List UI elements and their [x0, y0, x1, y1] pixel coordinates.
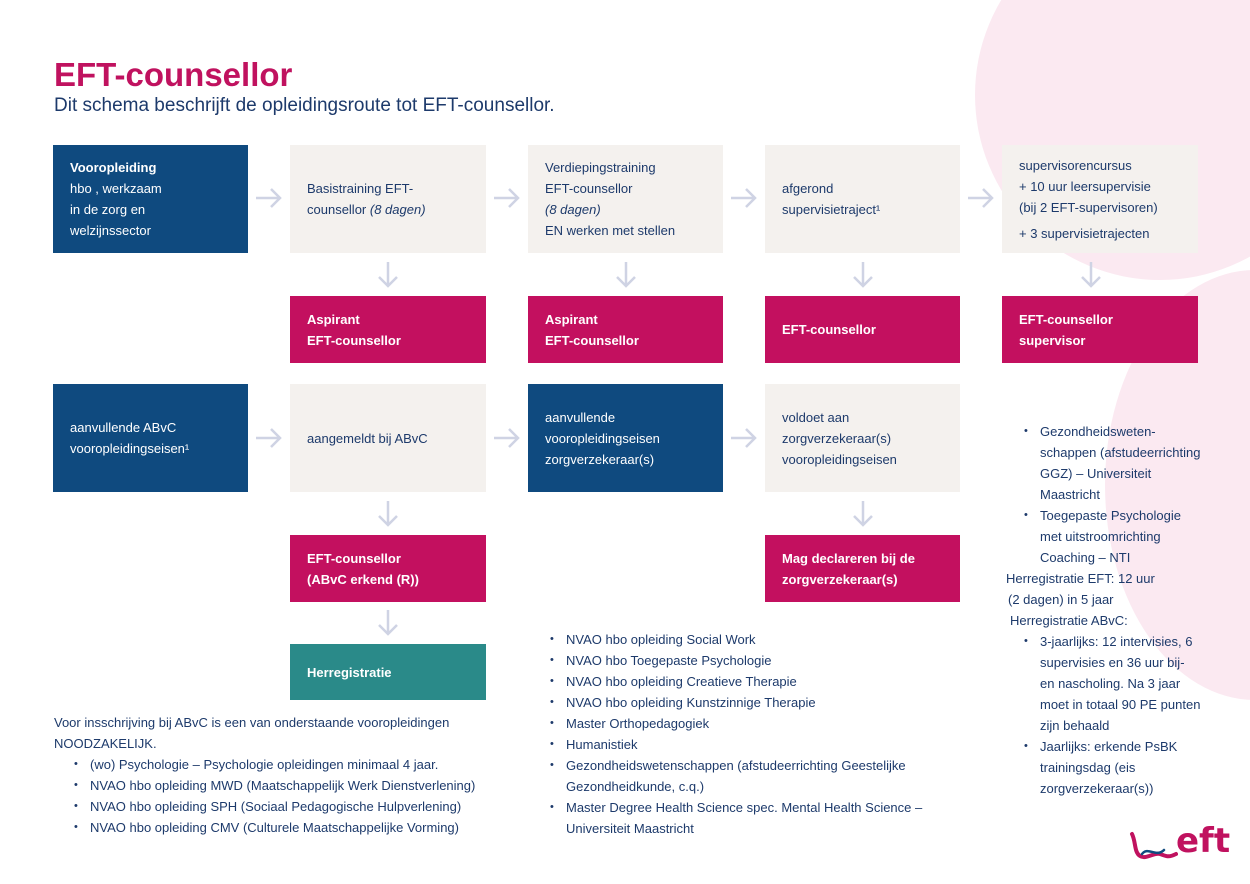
verdieping-duration: (8 dagen) — [545, 202, 601, 217]
eft-logo — [1128, 821, 1232, 864]
list-item: • 3-jaarlijks: 12 intervisies, 6 supervisies en 36 uur bij- en nascholing. Na 3 jaar moet in totaal 90 PE punten zijn behaald — [1020, 631, 1201, 736]
list-item: • Humanistiek — [546, 734, 936, 755]
aanvullend-abvc-line: vooropleidingseisen¹ — [70, 441, 190, 456]
vooropleiding-line: welzijnssector — [70, 223, 151, 238]
aspirant-line: EFT-counsellor — [545, 332, 639, 348]
arrow-down-icon — [1080, 260, 1102, 290]
vooropleiding-box — [53, 145, 248, 253]
basistraining-line: Basistraining EFT- — [307, 181, 414, 196]
page-subtitle: Dit schema beschrijft de opleidingsroute tot EFT-counsellor. — [54, 95, 555, 116]
list-item: • NVAO hbo opleiding SPH (Sociaal Pedagogische Hulpverlening) — [70, 796, 494, 817]
arrow-down-icon — [615, 260, 637, 290]
supervisor-box — [1002, 296, 1198, 363]
left-notes — [54, 712, 494, 838]
declareren-box — [765, 535, 960, 602]
arrow-down-icon — [377, 499, 399, 529]
aspirant-line: Aspirant — [307, 311, 360, 327]
aanvullend-zorg-line: aanvullende — [545, 409, 616, 425]
right-notes-list-top — [1020, 421, 1201, 568]
aspirant-box-1 — [290, 296, 486, 363]
aanvullend-zorg-line: zorgverzekeraar(s) — [545, 451, 655, 467]
verdieping-box — [528, 145, 723, 253]
declareren-line: Mag declareren bij de — [782, 550, 915, 566]
herregistratie-eft-text: (2 dagen) in 5 jaar — [1008, 592, 1114, 607]
left-notes-list — [70, 754, 494, 838]
basistraining-text: counsellor — [307, 202, 370, 217]
erkend-line: EFT-counsellor — [307, 550, 401, 566]
declareren-line: zorgverzekeraar(s) — [782, 571, 898, 587]
arrow-right-icon — [254, 427, 284, 449]
list-item: • (wo) Psychologie – Psychologie opleidingen minimaal 4 jaar. — [70, 754, 494, 775]
vooropleiding-line: hbo , werkzaam — [70, 181, 162, 196]
list-item: • Toegepaste Psychologie met uitstroomrichting Coaching – NTI — [1020, 505, 1201, 568]
supervisorencursus-line: + 3 supervisietrajecten — [1019, 225, 1150, 241]
herregistratie-box — [290, 644, 486, 700]
list-item: • Jaarlijks: erkende PsBK trainingsdag (eis zorgverzekeraar(s)) — [1020, 736, 1201, 799]
arrow-right-icon — [254, 187, 284, 209]
voldoet-box — [765, 384, 960, 492]
supervisorencursus-line: (bij 2 EFT-supervisoren) — [1019, 199, 1158, 215]
arrow-down-icon — [377, 260, 399, 290]
aangemeldt-label: aangemeldt bij ABvC — [307, 430, 428, 446]
erkend-line: (ABvC erkend (R)) — [307, 571, 419, 587]
voldoet-line: voldoet aan — [782, 409, 850, 425]
aspirant-box-2 — [528, 296, 723, 363]
right-notes-list-bottom — [1020, 631, 1201, 799]
logo-text: eft — [1176, 821, 1231, 861]
arrow-down-icon — [852, 260, 874, 290]
arrow-right-icon — [729, 187, 759, 209]
herregistratie-label: Herregistratie — [307, 664, 392, 680]
verdieping-line: Verdiepingstraining — [545, 160, 656, 175]
voldoet-line: zorgverzekeraar(s) — [782, 430, 892, 446]
list-item: • NVAO hbo Toegepaste Psychologie — [546, 650, 936, 671]
verdieping-line: EN werken met stellen — [545, 223, 676, 238]
supervisorencursus-box — [1002, 145, 1198, 253]
middle-notes — [546, 629, 936, 839]
page-title: EFT-counsellor — [54, 56, 293, 93]
supervisor-label: EFT-counsellor supervisor — [1019, 311, 1113, 348]
aspirant-line: Aspirant — [545, 311, 598, 327]
aanvullend-zorg-box — [528, 384, 723, 492]
afgerond-line: supervisietraject¹ — [782, 202, 881, 217]
arrow-right-icon — [966, 187, 996, 209]
aanvullend-abvc-line: aanvullende ABvC — [70, 420, 177, 435]
vooropleiding-line: in de zorg en — [70, 202, 146, 217]
supervisorencursus-line: supervisorencursus — [1019, 157, 1132, 173]
aspirant-line: EFT-counsellor — [307, 332, 401, 348]
list-item: • NVAO hbo opleiding CMV (Culturele Maatschappelijke Vorming) — [70, 817, 494, 838]
eft-counsellor-label: EFT-counsellor — [782, 322, 876, 337]
basistraining-duration: (8 dagen) — [369, 202, 426, 217]
herregistratie-abvc-text: Herregistratie ABvC: — [1010, 613, 1128, 628]
right-notes — [1006, 421, 1201, 799]
middle-notes-list — [546, 629, 936, 839]
list-item: • NVAO hbo opleiding Kunstzinnige Therapie — [546, 692, 936, 713]
list-item: • Gezondheidswetenschappen (afstudeerrichting Geestelijke Gezondheidkunde, c.q.) — [546, 755, 936, 797]
left-notes-intro: Voor insschrijving bij ABvC is een van onderstaande vooropleidingen — [54, 715, 450, 730]
arrow-right-icon — [492, 427, 522, 449]
list-item: • NVAO hbo opleiding MWD (Maatschappelijk Werk Dienstverlening) — [70, 775, 494, 796]
list-item: • Master Orthopedagogiek — [546, 713, 936, 734]
list-item: • Gezondheidsweten-schappen (afstudeerrichting GGZ) – Universiteit Maastricht — [1020, 421, 1201, 505]
basistraining-box — [290, 145, 486, 253]
arrow-right-icon — [492, 187, 522, 209]
logo-mark-icon — [1128, 828, 1178, 864]
aangemeldt-box — [290, 384, 486, 492]
verdieping-line: EFT-counsellor — [545, 181, 633, 196]
voldoet-line: vooropleidingseisen — [782, 451, 897, 467]
arrow-down-icon — [377, 608, 399, 638]
aanvullend-zorg-line: vooropleidingseisen — [545, 430, 660, 446]
afgerond-box — [765, 145, 960, 253]
basistraining-line — [307, 199, 469, 220]
left-notes-intro: NOODZAKELIJK. — [54, 736, 157, 751]
list-item: • NVAO hbo opleiding Creatieve Therapie — [546, 671, 936, 692]
eft-counsellor-box — [765, 296, 960, 363]
afgerond-line: afgerond — [782, 181, 834, 196]
erkend-box — [290, 535, 486, 602]
aanvullend-abvc-box — [53, 384, 248, 492]
vooropleiding-heading: Vooropleiding — [70, 160, 157, 175]
arrow-right-icon — [729, 427, 759, 449]
herregistratie-eft-text: Herregistratie EFT: 12 uur — [1006, 571, 1155, 586]
list-item: • NVAO hbo opleiding Social Work — [546, 629, 936, 650]
arrow-down-icon — [852, 499, 874, 529]
supervisorencursus-line: + 10 uur leersupervisie — [1019, 178, 1151, 194]
list-item: • Master Degree Health Science spec. Mental Health Science – Universiteit Maastricht — [546, 797, 941, 839]
